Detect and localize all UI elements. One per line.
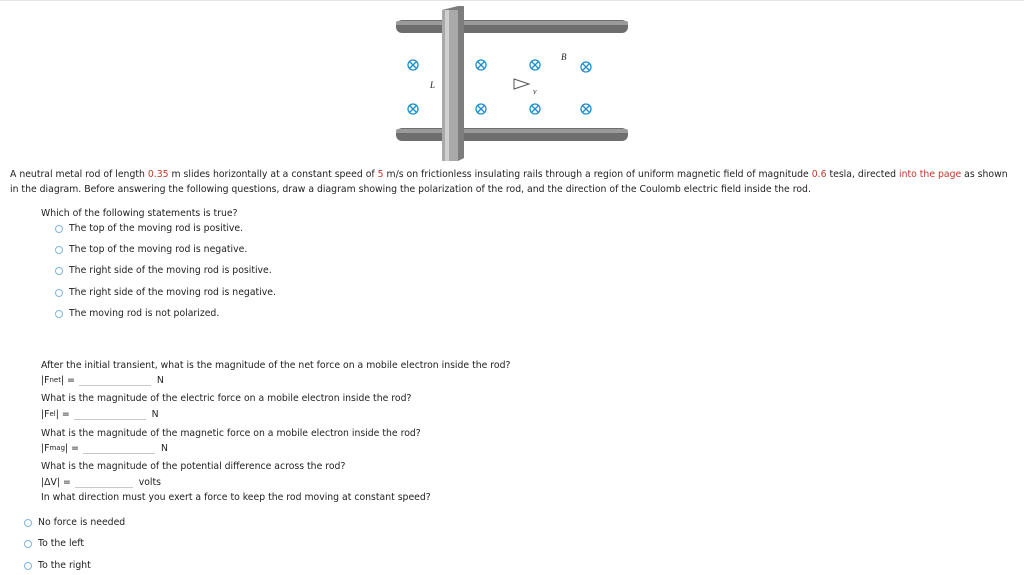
potential-difference-field: [41, 476, 161, 488]
field-label: |ΔV| =: [41, 476, 71, 488]
magnetic-force-field: [41, 442, 168, 454]
field-label: | =: [55, 408, 70, 420]
option-label: To the right: [38, 560, 91, 571]
potential-difference-input[interactable]: [75, 476, 133, 488]
label-B: B: [561, 52, 567, 62]
field-label-subscript: mag: [49, 444, 66, 452]
speed-value: 5: [377, 169, 384, 180]
problem-text: m/s on frictionless insulating rails through a region of uniform magnetic field of magnitude: [383, 169, 812, 180]
electric-force-field: [41, 408, 159, 420]
option-label: The top of the moving rod is negative.: [69, 244, 248, 255]
q6-option-2[interactable]: [24, 538, 84, 549]
field-label-subscript: net: [49, 376, 61, 384]
circled-x-into-page-icon: [530, 60, 540, 70]
label-v: v: [533, 87, 537, 96]
field-value: 0.6: [811, 169, 827, 180]
question-3-prompt: What is the magnitude of the electric force on a mobile electron inside the rod?: [41, 393, 412, 404]
q6-option-3[interactable]: [24, 560, 91, 571]
option-label: The moving rod is not polarized.: [69, 308, 220, 319]
unit-label: N: [151, 408, 159, 420]
radio-button[interactable]: [55, 225, 63, 233]
q1-option-3[interactable]: [55, 265, 272, 276]
circled-x-into-page-icon: [581, 104, 591, 114]
net-force-field: [41, 374, 164, 386]
problem-text: as shown in the diagram. Before answering the following questions, draw a diagram showing the polarization of the rod, and the direction of the Coulomb electric field inside the rod.: [10, 169, 1008, 195]
top-divider: [0, 0, 1024, 1]
label-L: L: [430, 80, 436, 90]
option-label: To the left: [38, 538, 85, 549]
option-label: The top of the moving rod is positive.: [69, 223, 244, 234]
field-label: | =: [65, 442, 79, 454]
q1-option-5[interactable]: [55, 308, 219, 319]
unit-label: N: [156, 374, 164, 386]
q1-option-4[interactable]: [55, 287, 276, 298]
question-2-prompt: After the initial transient, what is the magnitude of the net force on a mobile electron inside the rod?: [41, 360, 511, 371]
radio-button[interactable]: [55, 267, 63, 275]
problem-text: m slides horizontally at a constant speed of: [168, 169, 378, 180]
q1-option-2[interactable]: [55, 244, 247, 255]
circled-x-into-page-icon: [408, 104, 418, 114]
radio-button[interactable]: [55, 246, 63, 254]
option-label: The right side of the moving rod is positive.: [69, 265, 272, 276]
q1-option-1[interactable]: [55, 223, 243, 234]
rod-length-value: 0.35: [147, 169, 169, 180]
radio-button[interactable]: [55, 310, 63, 318]
field-label: |F: [41, 408, 50, 420]
radio-button[interactable]: [55, 289, 63, 297]
field-label: | =: [60, 374, 75, 386]
unit-label: volts: [138, 476, 161, 488]
problem-statement: [10, 167, 1015, 197]
magnetic-field-symbols: [408, 60, 591, 114]
field-label-subscript: el: [49, 410, 56, 418]
problem-text: A neutral metal rod of length: [10, 169, 148, 180]
electric-force-input[interactable]: [74, 408, 146, 420]
field-direction: into the page: [899, 169, 962, 180]
radio-button[interactable]: [24, 519, 32, 527]
radio-button[interactable]: [24, 540, 32, 548]
circled-x-into-page-icon: [581, 62, 591, 72]
unit-label: N: [160, 442, 168, 454]
magnetic-force-input[interactable]: [83, 442, 155, 454]
net-force-input[interactable]: [79, 374, 151, 386]
question-4-prompt: What is the magnitude of the magnetic force on a mobile electron inside the rod?: [41, 428, 421, 439]
radio-button[interactable]: [24, 562, 32, 570]
question-6-prompt: In what direction must you exert a force to keep the rod moving at constant speed?: [41, 492, 431, 503]
q6-option-1[interactable]: [24, 517, 125, 528]
option-label: No force is needed: [38, 517, 126, 528]
circled-x-into-page-icon: [476, 60, 486, 70]
field-label: |F: [41, 374, 50, 386]
circled-x-into-page-icon: [476, 104, 486, 114]
question-1-prompt: Which of the following statements is true?: [41, 208, 238, 219]
circled-x-into-page-icon: [530, 104, 540, 114]
option-label: The right side of the moving rod is negative.: [69, 287, 276, 298]
problem-text: tesla, directed: [826, 169, 900, 180]
circled-x-into-page-icon: [408, 60, 418, 70]
question-5-prompt: What is the magnitude of the potential difference across the rod?: [41, 461, 346, 472]
field-label: |F: [41, 442, 50, 454]
velocity-arrow: [514, 79, 529, 89]
rod-rails-diagram: [390, 4, 635, 164]
